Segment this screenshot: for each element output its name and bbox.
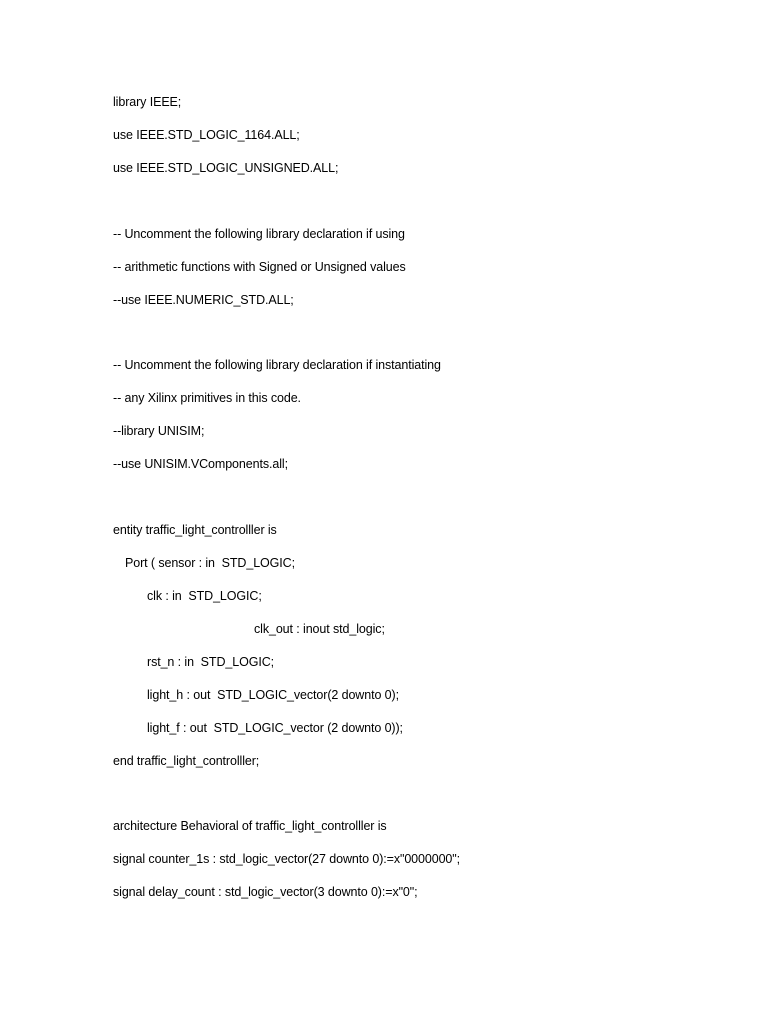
code-line-architecture-declaration: architecture Behavioral of traffic_light_controlller is	[113, 819, 387, 833]
code-line-comment-xilinx: -- any Xilinx primitives in this code.	[113, 391, 301, 405]
code-line-port-sensor: Port ( sensor : in STD_LOGIC;	[125, 556, 295, 570]
code-line-comment-numeric-std: --use IEEE.NUMERIC_STD.ALL;	[113, 293, 294, 307]
code-line-comment-use-unisim: --use UNISIM.VComponents.all;	[113, 457, 288, 471]
code-line-comment-uncomment-using: -- Uncomment the following library declaration if using	[113, 227, 405, 241]
code-line-entity-declaration: entity traffic_light_controlller is	[113, 523, 277, 537]
code-line-signal-delay-count: signal delay_count : std_logic_vector(3 downto 0):=x"0";	[113, 885, 418, 899]
code-line-port-rst-n: rst_n : in STD_LOGIC;	[147, 655, 275, 669]
code-line-end-entity: end traffic_light_controlller;	[113, 754, 260, 768]
code-line-library-ieee: library IEEE;	[113, 95, 182, 109]
code-line-comment-uncomment-instantiating: -- Uncomment the following library declaration if instantiating	[113, 358, 441, 372]
code-line-comment-arithmetic: -- arithmetic functions with Signed or Unsigned values	[113, 260, 406, 274]
code-line-port-light-f: light_f : out STD_LOGIC_vector (2 downto 0));	[147, 721, 403, 735]
code-line-comment-library-unisim: --library UNISIM;	[113, 424, 205, 438]
code-line-port-light-h: light_h : out STD_LOGIC_vector(2 downto 0);	[147, 688, 399, 702]
code-line-use-std-logic-1164: use IEEE.STD_LOGIC_1164.ALL;	[113, 128, 300, 142]
code-line-use-std-logic-unsigned: use IEEE.STD_LOGIC_UNSIGNED.ALL;	[113, 161, 339, 175]
code-line-port-clk-out: clk_out : inout std_logic;	[254, 622, 385, 636]
code-line-port-clk: clk : in STD_LOGIC;	[147, 589, 262, 603]
code-line-signal-counter-1s: signal counter_1s : std_logic_vector(27 downto 0):=x"0000000";	[113, 852, 460, 866]
